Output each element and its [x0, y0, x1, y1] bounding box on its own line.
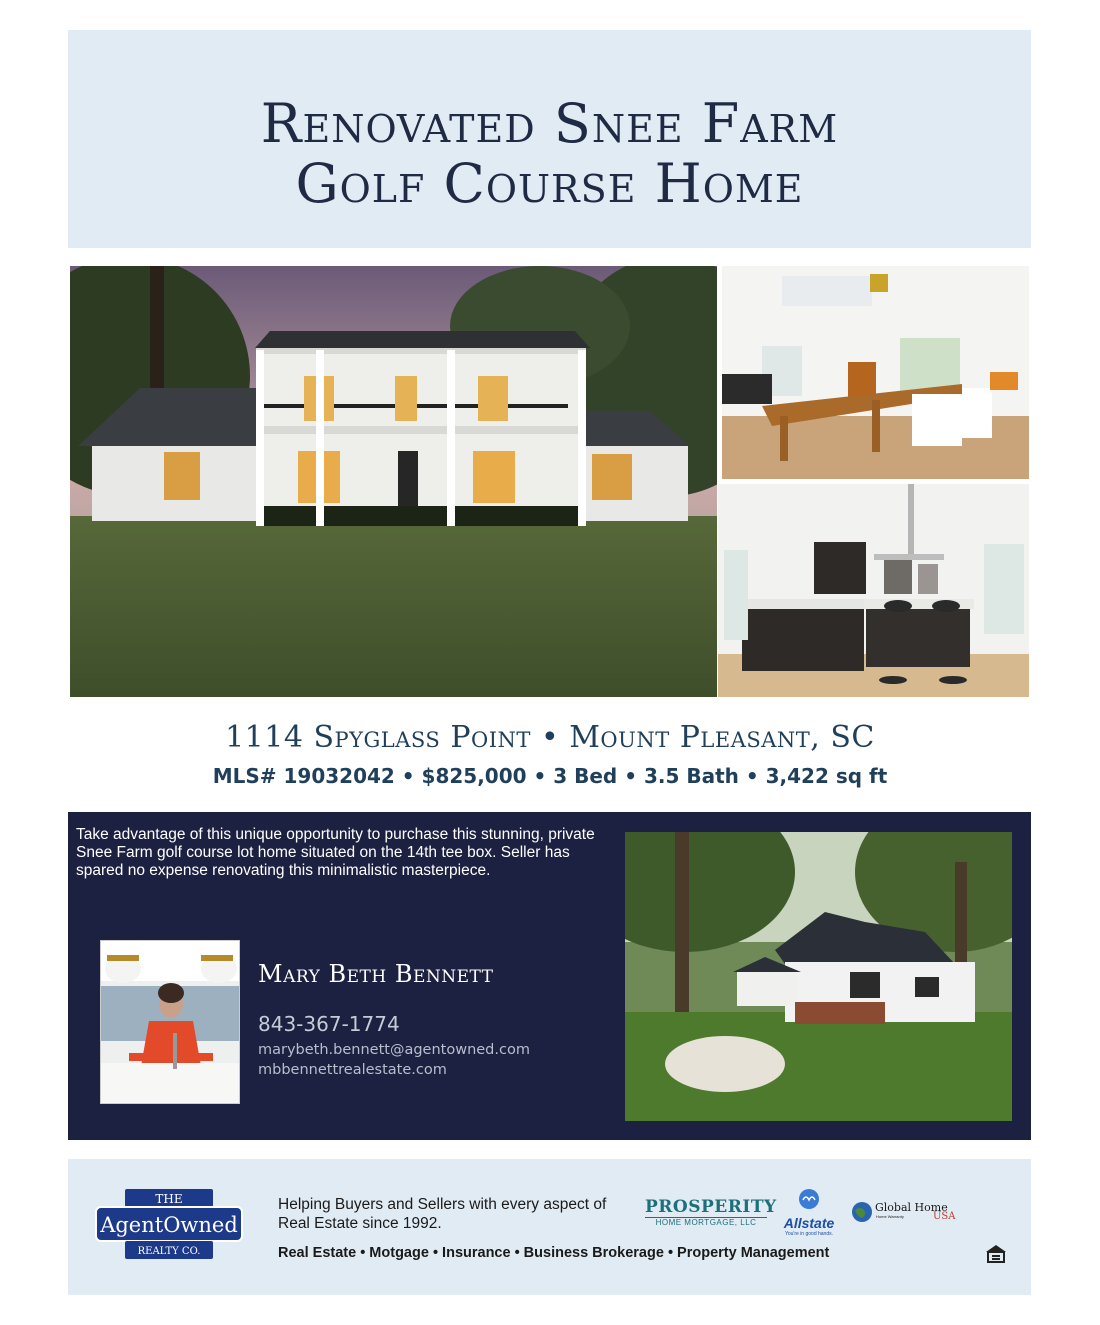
front-exterior-photo [70, 266, 717, 697]
kitchen-photo [718, 484, 1029, 697]
page-title-line-1: Renovated Snee Farm [260, 92, 839, 155]
global-home-logo-text: Global Home [875, 1201, 948, 1214]
prosperity-logo[interactable] [645, 1197, 777, 1227]
global-home-logo-usa: USA [933, 1211, 956, 1222]
agent-website[interactable]: mbbennettrealestate.com [258, 1062, 447, 1078]
globe-icon [851, 1201, 873, 1223]
global-home-logo-subtext: Home Warranty [876, 1214, 904, 1219]
prosperity-logo-text: PROSPERITY [645, 1197, 777, 1217]
company-tagline: Helping Buyers and Sellers with every aspect of Real Estate since 1992. [278, 1196, 607, 1232]
agentowned-logo[interactable] [95, 1187, 243, 1263]
property-address: 1114 Spyglass Point • Mount Pleasant, SC [225, 720, 875, 755]
allstate-logo[interactable] [777, 1188, 841, 1237]
company-services: Real Estate • Motgage • Insurance • Business Brokerage • Property Management [278, 1245, 830, 1261]
prosperity-logo-subtext: HOME MORTGAGE, LLC [655, 1218, 757, 1227]
agent-headshot [100, 940, 240, 1104]
title-banner [68, 30, 1031, 248]
rear-exterior-photo [625, 832, 1012, 1121]
allstate-hands-icon [798, 1188, 820, 1210]
logo-text-the: THE [155, 1192, 183, 1206]
property-description: Take advantage of this unique opportunity to purchase this stunning, private Snee Farm golf course lot home situated on the 14th tee box. Seller has spared no expense renovating this minimalistic masterpiece. [76, 826, 595, 879]
dining-room-photo [722, 266, 1029, 479]
property-specs: MLS# 19032042 • $825,000 • 3 Bed • 3.5 Bath • 3,422 sq ft [212, 764, 888, 788]
agent-phone[interactable]: 843-367-1774 [258, 1012, 400, 1036]
logo-text-main: AgentOwned [100, 1213, 238, 1237]
agent-email[interactable]: marybeth.bennett@agentowned.com [258, 1042, 530, 1058]
logo-text-sub: REALTY CO. [137, 1246, 201, 1257]
allstate-logo-subtext: You're in good hands. [784, 1231, 834, 1237]
page-title-line-2: Golf Course Home [295, 152, 804, 215]
allstate-logo-text: Allstate [783, 1215, 835, 1231]
equal-housing-icon [985, 1244, 1007, 1264]
agent-name: Mary Beth Bennett [258, 960, 494, 988]
